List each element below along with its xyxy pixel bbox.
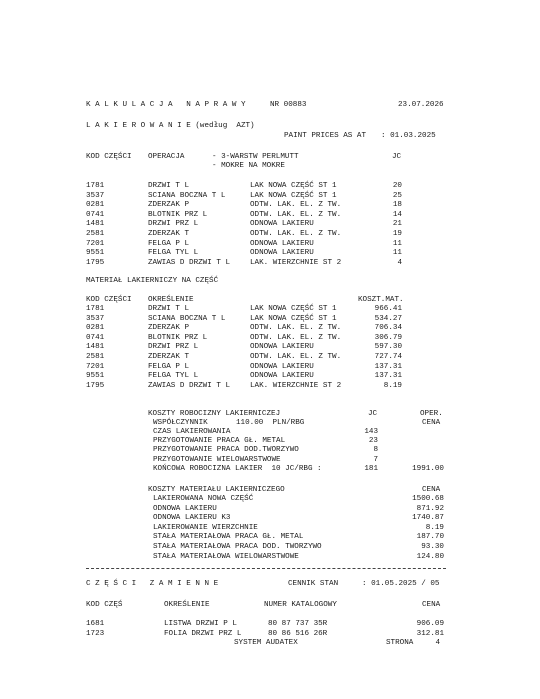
ops-row-code: 1795 — [86, 258, 105, 267]
matcost-row-price: 1500.68 — [412, 495, 444, 503]
spare-row-code: 1723 — [86, 629, 105, 638]
ops-row-jc: 18 — [392, 201, 402, 210]
spare-col-catalog: NUMER KATALOGOWY — [264, 601, 337, 609]
prices-date: : 01.03.2025 — [381, 132, 436, 140]
ops-row-code: 9551 — [86, 249, 105, 258]
ops-row-code: 3537 — [86, 191, 105, 200]
matcost-row-label: STAŁA MATERIAŁOWA PRACA DOD. TWORZYWO — [153, 543, 322, 551]
mat-row-operation: LAK. WIERZCHNIE ST 2 — [250, 381, 342, 390]
mat-row-operation: ODNOWA LAKIERU — [250, 343, 314, 352]
ops-row-code: 1781 — [86, 182, 105, 190]
spare-parts-title: C Z Ę Ś C I Z A M I E N N E — [86, 580, 219, 588]
matcost-row-price: 8.19 — [425, 523, 444, 532]
matcost-row-label: LAKIEROWANA NOWA CZĘŚĆ — [153, 495, 254, 503]
mat-row-code: 0281 — [86, 324, 105, 333]
paint-type-line2: - MOKRE NA MOKRE — [212, 162, 285, 170]
ops-row-part: SCIANA BOCZNA T L — [148, 191, 226, 200]
ops-row-part: ZDERZAK P — [148, 201, 190, 210]
labor-final-label: KOŃCOWA ROBOCIZNA LAKIER 10 JC/RBG : — [153, 465, 322, 473]
matcost-row-label: ODNOWA LAKIERU K3 — [153, 514, 231, 523]
mat-row-cost: 597.30 — [374, 343, 402, 352]
labor-col-jc: JC — [368, 410, 378, 418]
ops-row-operation: ODNOWA LAKIERU — [250, 220, 314, 229]
ops-row-jc: 19 — [392, 230, 402, 238]
mat-row-cost: 137.31 — [374, 372, 402, 381]
ops-row-part: DRZWI PRZ L — [148, 220, 199, 229]
mat-row-code: 1481 — [86, 343, 105, 352]
spare-row-price: 906.09 — [416, 620, 444, 628]
mat-row-operation: ODTW. LAK. EL. Z TW. — [250, 324, 342, 333]
spare-col-price: CENA — [422, 601, 441, 609]
ops-row-operation: ODNOWA LAKIERU — [250, 249, 314, 258]
mat-row-cost: 137.31 — [374, 362, 402, 371]
footer-page-number: 4 — [435, 639, 440, 647]
price-list-date: : 01.05.2025 / 05 — [362, 580, 440, 588]
matcost-title: KOSZTY MATERIAŁU LAKIERNICZEGO — [148, 486, 285, 494]
mat-row-code: 9551 — [86, 372, 105, 381]
mat-row-part: DRZWI PRZ L — [148, 343, 199, 352]
mat-row-cost: 534.27 — [374, 314, 402, 323]
spare-row-code: 1681 — [86, 620, 105, 628]
mat-row-cost: 306.79 — [374, 333, 402, 342]
document-number: NR 00883 — [270, 101, 307, 109]
labor-row-jc: 8 — [373, 446, 378, 455]
mat-row-part: FELGA P L — [148, 362, 190, 371]
spare-row-catalog: 80 87 737 35R — [268, 620, 328, 628]
ops-row-part: ZDERZAK T — [148, 230, 190, 238]
mat-row-code: 1795 — [86, 381, 105, 390]
labor-title: KOSZTY ROBOCIZNY LAKIERNICZEJ — [148, 410, 281, 418]
spare-row-desc: FOLIA DRZWI PRZ L — [164, 629, 242, 638]
ops-row-code: 7201 — [86, 239, 105, 248]
labor-row-jc: 143 — [364, 428, 378, 436]
mat-row-operation: LAK NOWA CZĘŚĆ ST 1 — [250, 314, 337, 323]
mat-row-cost: 727.74 — [374, 353, 402, 361]
spare-row-price: 312.81 — [416, 629, 444, 638]
matcost-row-price: 187.70 — [416, 533, 444, 542]
ops-row-part: BLOTNIK PRZ L — [148, 210, 208, 219]
materials-title: MATERIAŁ LAKIERNICZY NA CZĘŚĆ — [86, 277, 219, 285]
ops-col-jc: JC — [392, 153, 402, 161]
ops-row-jc: 11 — [392, 249, 402, 258]
mat-row-operation: LAK NOWA CZĘŚĆ ST 1 — [250, 305, 337, 313]
ops-row-part: DRZWI T L — [148, 182, 190, 190]
ops-row-jc: 25 — [392, 191, 402, 200]
mat-row-part: ZDERZAK P — [148, 324, 190, 333]
document-title: K A L K U L A C J A N A P R A W Y — [86, 101, 246, 109]
matcost-row-label: STAŁA MATERIAŁOWA WIELOWARSTWOWE — [153, 552, 299, 561]
ops-row-operation: ODTW. LAK. EL. Z TW. — [250, 210, 342, 219]
document-date: 23.07.2026 — [398, 101, 444, 109]
ops-row-operation: LAK NOWA CZĘŚĆ ST 1 — [250, 191, 337, 200]
matcost-row-price: 93.30 — [421, 543, 444, 551]
mat-row-code: 7201 — [86, 362, 105, 371]
ops-row-code: 0741 — [86, 210, 105, 219]
labor-row-jc: 23 — [368, 437, 378, 446]
spare-row-catalog: 80 86 516 26R — [268, 629, 328, 638]
ops-row-code: 0281 — [86, 201, 105, 210]
footer-page-label: STRONA — [386, 639, 414, 647]
mat-row-part: FELGA TYL L — [148, 372, 199, 381]
mat-row-operation: ODNOWA LAKIERU — [250, 372, 314, 381]
mat-row-cost: 966.41 — [374, 305, 402, 313]
mat-col-desc: OKREŚLENIE — [148, 296, 194, 304]
spare-col-desc: OKREŚLENIE — [164, 601, 210, 609]
ops-row-part: FELGA P L — [148, 239, 190, 248]
price-list-label: CENNIK STAN — [288, 580, 339, 588]
ops-row-jc: 11 — [392, 239, 402, 248]
ops-col-operation: OPERACJA — [148, 153, 185, 161]
matcost-row-label: ODNOWA LAKIERU — [153, 504, 217, 513]
mat-row-code: 0741 — [86, 333, 105, 342]
mat-row-part: SCIANA BOCZNA T L — [148, 314, 226, 323]
mat-row-operation: ODTW. LAK. EL. Z TW. — [250, 353, 342, 361]
ops-row-part: FELGA TYL L — [148, 249, 199, 258]
divider — [86, 568, 446, 569]
labor-final-price: 1991.00 — [412, 465, 444, 473]
spare-col-code: KOD CZĘŚ — [86, 601, 123, 609]
mat-row-part: DRZWI T L — [148, 305, 190, 313]
ops-row-part: ZAWIAS D DRZWI T L — [148, 258, 231, 267]
ops-row-operation: ODNOWA LAKIERU — [250, 239, 314, 248]
ops-row-code: 1481 — [86, 220, 105, 229]
ops-row-jc: 20 — [392, 182, 402, 190]
ops-col-code: KOD CZĘŚCI — [86, 153, 132, 161]
matcost-row-label: LAKIEROWANIE WIERZCHNIE — [153, 523, 258, 532]
matcost-row-price: 871.92 — [416, 504, 444, 513]
labor-row-label: PRZYGOTOWANIE WIELOWARSTWOWE — [153, 455, 281, 464]
mat-row-operation: ODTW. LAK. EL. Z TW. — [250, 333, 342, 342]
mat-col-cost: KOSZT.MAT. — [358, 296, 404, 304]
paint-type-line1: - 3-WARSTW PERLMUTT — [212, 153, 299, 161]
ops-row-operation: ODTW. LAK. EL. Z TW. — [250, 230, 342, 238]
labor-row-label: CZAS LAKIEROWANIA — [153, 428, 231, 436]
labor-row-jc: 7 — [373, 455, 378, 464]
spare-row-desc: LISTWA DRZWI P L — [164, 620, 237, 628]
mat-row-part: BLOTNIK PRZ L — [148, 333, 208, 342]
ops-row-jc: 14 — [392, 210, 402, 219]
mat-row-code: 1781 — [86, 305, 105, 313]
mat-row-code: 2581 — [86, 353, 105, 361]
matcost-row-price: 1740.87 — [412, 514, 444, 523]
mat-row-cost: 706.34 — [374, 324, 402, 333]
mat-row-part: ZDERZAK T — [148, 353, 190, 361]
ops-row-operation: LAK. WIERZCHNIE ST 2 — [250, 258, 342, 267]
footer-system: SYSTEM AUDATEX — [234, 639, 298, 647]
mat-row-operation: ODNOWA LAKIERU — [250, 362, 314, 371]
mat-row-part: ZAWIAS D DRZWI T L — [148, 381, 231, 390]
mat-col-code: KOD CZĘŚCI — [86, 296, 132, 304]
ops-row-jc: 21 — [392, 220, 402, 229]
labor-final-jc: 181 — [364, 465, 378, 473]
labor-col-price: CENA — [422, 419, 441, 427]
matcost-row-price: 124.80 — [416, 552, 444, 561]
ops-row-operation: ODTW. LAK. EL. Z TW. — [250, 201, 342, 210]
labor-rate-label: WSPÓŁCZYNNIK — [153, 419, 208, 427]
matcost-col-price: CENA — [422, 486, 441, 494]
labor-row-label: PRZYGOTOWANIE PRACA DOD.TWORZYWO — [153, 446, 299, 455]
ops-row-operation: LAK NOWA CZĘŚĆ ST 1 — [250, 182, 337, 190]
ops-row-jc: 4 — [397, 258, 402, 267]
mat-row-cost: 8.19 — [383, 381, 402, 390]
labor-row-label: PRZYGOTOWANIE PRACA GŁ. METAL — [153, 437, 286, 446]
prices-label: PAINT PRICES AS AT — [284, 132, 367, 140]
matcost-row-label: STAŁA MATERIAŁOWA PRACA GŁ. METAL — [153, 533, 304, 542]
ops-row-code: 2581 — [86, 230, 105, 238]
mat-row-code: 3537 — [86, 314, 105, 323]
section-title: L A K I E R O W A N I E (według AZT) — [86, 122, 255, 130]
labor-rate-value: 110.00 PLN/RBG — [236, 419, 305, 427]
labor-col-oper: OPER. — [420, 410, 443, 418]
